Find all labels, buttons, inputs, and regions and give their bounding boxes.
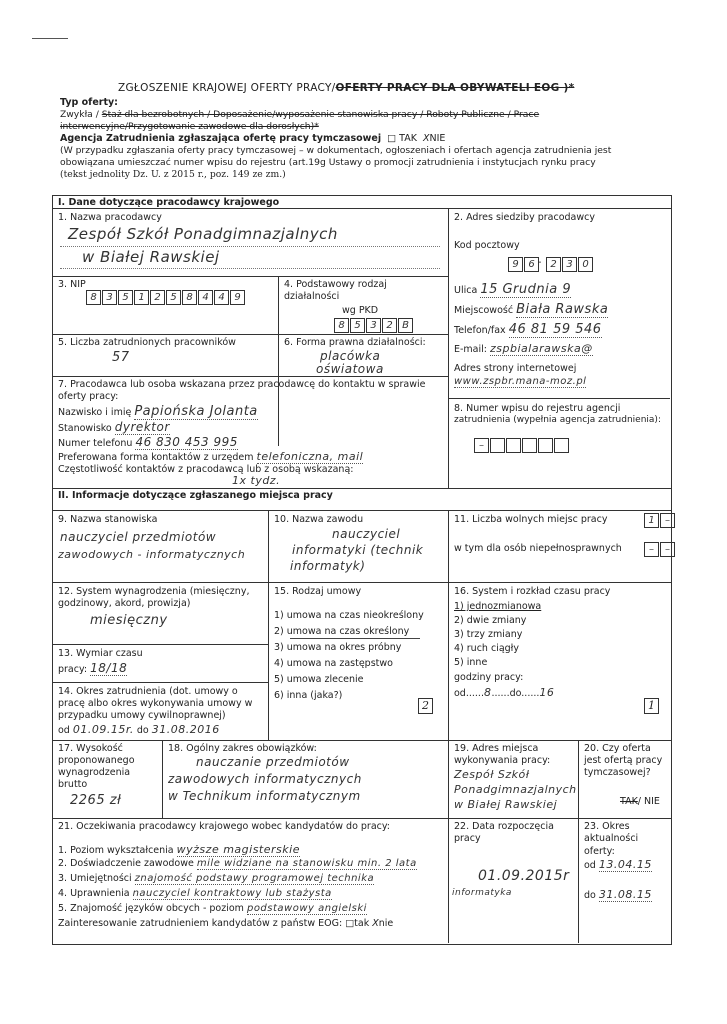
f16-item: 4) ruch ciągły [454,643,519,654]
pkd-digit: 8 [334,318,349,333]
f13-label-1: 13. Wymiar czasu [58,648,143,659]
postal-digit: 6 [524,257,539,272]
f16-item: 5) inne [454,657,488,668]
postal-digit: 0 [578,257,593,272]
f9-label: 9. Nazwa stanowiska [58,514,158,525]
nip-digit: 3 [102,290,117,305]
postal-digit: 3 [562,257,577,272]
f8-label-2: zatrudnienia (wypełnia agencja zatrudnienia): [454,415,661,425]
pkd-digit: 5 [350,318,365,333]
f11b-box: – [644,542,659,557]
www-value: www.zspbr.mana-moz.pl [454,376,587,387]
f21-eog-row: Zainteresowanie zatrudnieniem kandydatów z państw EOG: □tak Xnie [58,918,394,929]
f18-value-3: w Technikum informatycznym [168,789,361,803]
section2-title: II. Informacje dotyczące zgłaszanego miejsca pracy [58,490,333,501]
f23-label-1: 23. Okres [584,821,630,832]
corner-mark [32,38,68,39]
f8-box: – [474,438,489,453]
offer-type-line1: Zwykła / Staż dla bezrobotnych / Doposażenie/wyposażenie stanowiska pracy / Roboty Publiczne / Prace [60,109,540,120]
f1-value-2: w Białej Rawskiej [82,248,220,266]
f14-dates: od 01.09.15r. do 31.08.2016 [58,723,220,736]
f21-row: 3. Umiejętności znajomość podstawy programowej technika [58,873,375,884]
agency-note-2: obowiązana umieszczać numer wpisu do rejestru (art.19g Ustawy o promocji zatrudnienia i instytucjach rynku pracy [60,157,596,168]
f3-label: 3. NIP [58,279,86,290]
f16-hours: od......8......do......16 [454,686,555,699]
f5-value: 57 [112,350,130,365]
contact-freq-value: 1x tydz. [232,474,281,487]
nip-digit: 5 [166,290,181,305]
contact-phone-row: Numer telefonu 46 830 453 995 [58,435,238,449]
f17-value: 2265 zł [70,793,122,808]
postal-code-b [546,257,594,272]
f18-value-1: nauczanie przedmiotów [196,755,350,769]
f14-label-2: pracę albo okres wykonywania umowy w [58,698,253,709]
contact-form-row: Preferowana forma kontaktów z urzędem telefoniczna, mail [58,450,364,463]
offer-type-line2: interwencyjne/Przygotowanie zawodowe dla dorosłych)* [60,121,319,132]
f15-item: 1) umowa na czas nieokreślony [274,610,424,621]
f18-label: 18. Ogólny zakres obowiązków: [168,743,317,754]
f19-value-2: Ponadgimnazjalnych [454,783,577,796]
f11-box: 1 [644,513,659,528]
f14-label-3: przypadku umowy cywilnoprawnej) [58,710,226,721]
f19-value-3: w Białej Rawskiej [454,798,558,811]
postal-digit: 9 [508,257,523,272]
nip-digits [86,290,246,305]
f15-item: 5) umowa zlecenie [274,674,364,685]
postal-digit: 2 [546,257,561,272]
form-title: ZGŁOSZENIE KRAJOWEJ OFERTY PRACY/OFERTY PRACY DLA OBYWATELI EOG )* [118,82,575,94]
postal-code-a [508,257,540,272]
f8-label-1: 8. Numer wpisu do rejestru agencji [454,403,621,414]
postal-label: Kod pocztowy [454,240,520,251]
f11-label: 11. Liczba wolnych miejsc pracy [454,514,608,525]
section1-title: I. Dane dotyczące pracodawcy krajowego [58,197,280,208]
f5-label: 5. Liczba zatrudnionych pracowników [58,337,236,348]
f16-label: 16. System i rozkład czasu pracy [454,586,611,597]
f9-value-1: nauczyciel przedmiotów [60,530,217,544]
f15-item: 2) umowa na czas określony [274,626,410,637]
job-offer-form: ZGŁOSZENIE KRAJOWEJ OFERTY PRACY/OFERTY PRACY DLA OBYWATELI EOG )* Typ oferty: Zwykła / Staż dla bezrobotnych / Doposażenie/wyposażenie stanowiska pracy / Roboty Publiczne / Prace interwencyjne/Przygotowanie zawodowe dla dorosłych)* Agencja Zatrudnienia zgłaszająca ofertę pracy tymczasowej □ TAK XNIE (W przypadku zgłaszania oferty pracy tymczasowej – w dokumentach, ogłoszeniach i ofertach agencja zatrudnienia jest obowiązana umieszczać numer wpisu do rejestru (art.19g Ustawy o promocji zatrudnienia i instytucjach rynku pracy (tekst jednolity Dz. U. z 2015 r., poz. 149 ze zm.) I. Dane dotyczące pracodawcy krajowego 1. Nazwa pracodawcy Zespół Szkół Ponadgimnazjalnych w Białej Rawskiej 2. Adres siedziby pracodawcy Kod pocztowy 9 6 - 2 3 0 3. NIP 8 3 5 1 2 5 8 4 4 9 4. Podstawowy rodzaj działalności wg PKD 8 5 3 2 B Ulica 15 Grudnia 9 Miejscowość Biała Rawska Telefon/fax 46 81 59 546 E-mail: zspbialarawska@ Adres strony internetowej www.zspbr.mana-moz.pl 5. Liczba zatrudnionych pracowników 57 6. Forma prawna działalności: placówka oświatowa 7. Pracodawca lub osoba wskazana przez pracodawcę do kontaktu w sprawie oferty pracy: Nazwisko i imię Papiońska Jolanta Stanowisko dyrektor Numer telefonu 46 830 453 995 Preferowana forma kontaktów z urzędem telefoniczna, mail Częstotliwość kontaktów z pracodawcą lub z osobą wskazaną: 1x tydz. 8. Numer wpisu do rejestru agencji zatrudnienia (wypełnia agencja zatrudnienia): – II. Informacje dotyczące zgłaszanego miejsca pracy 9. Nazwa stanowiska nauczyciel przedmiotów zawodowych - informatycznych 10. Nazwa zawodu nauczyciel informatyki (technik informatyk) 11. Liczba wolnych miejsc pracy 1 – w tym dla osób niepełnosprawnych – – 12. System wynagrodzenia (miesięczny, godzinowy, akord, prowizja) miesięczny 13. Wymiar czasu pracy: 18/18 14. Okres zatrudnienia (dot. umowy o pracę albo okres wykonywania umowy w przypadku umowy cywilnoprawnej) od 01.09.15r. do 31.08.2016 15. Rodzaj umowy 1) umowa na czas nieokreślony 2) umowa na czas określony 3) umowa na okres próbny 4) umowa na zastępstwo 5) umowa zlecenie 6) inna (jaka?) 2 16. System i rozkład czasu pracy 1) jednozmianowa 2) dwie zmiany 3) trzy zmiany 4) ruch ciągły 5) inne godziny pracy: od......8......do......16 1 17. Wysokość proponowanego wynagrodzenia brutto 2265 zł 18. Ogólny zakres obowiązków: nauczanie przedmiotów zawodowych informatycznych w Technikum informatycznym 19. Adres miejsca wykonywania pracy: Zespół Szkół Ponadgimnazjalnych w Białej Rawskiej 20. Czy oferta jest ofertą pracy tymczasowej? TAK/ NIE 21. Oczekiwania pracodawcy krajowego wobec kandydatów do pracy: 1. Poziom wykształcenia wyższe magisterskie 2. Doświadczenie zawodowe mile widziane na stanowisku min. 2 lata 3. Umiejętności znajomość podstawy programowej technika 4. Uprawnienia nauczyciel kontraktowy lub stażysta 5. Znajomość języków obcych - poziom podstawowy angielski Zainteresowanie zatrudnieniem kandydatów z państw EOG: □tak Xnie 22. Data rozpoczęcia pracy 01.09.2015r informatyka 23. Okres aktualności oferty: od 13.04.15 do 31.08.15 [0,0,727,1024]
nip-digit: 5 [118,290,133,305]
f16-item: 1) jednozmianowa [454,601,542,612]
f20-label-1: 20. Czy oferta [584,743,651,754]
f20-answer: TAK/ NIE [620,796,660,807]
street-row: Ulica 15 Grudnia 9 [454,282,572,297]
f18-value-2: zawodowych informatycznych [168,772,362,786]
f21-row: 5. Znajomość języków obcych - poziom podstawowy angielski [58,903,367,914]
f15-item: 4) umowa na zastępstwo [274,658,393,669]
f4-label-1: 4. Podstawowy rodzaj [284,279,387,290]
f11b-label: w tym dla osób niepełnosprawnych [454,543,622,554]
f6-value-1: placówka [320,349,381,363]
f4-label-2: działalności [284,291,340,302]
pkd-digit: 2 [382,318,397,333]
f22-value-1: 01.09.2015r [478,868,570,884]
f15-choice-box: 2 [418,698,433,714]
pkd-digits [334,318,414,333]
f12-label-2: godzinowy, akord, prowizja) [58,598,191,609]
f16-item: 2) dwie zmiany [454,615,527,626]
f17-label-3: wynagrodzenia [58,767,131,778]
f11-boxes [644,513,676,528]
f16-hours-label: godziny pracy: [454,672,524,683]
pkd-digit: B [398,318,413,333]
f19-value-1: Zespół Szkół [454,768,530,781]
f12-value: miesięczny [90,613,168,628]
f9-value-2: zawodowych - informatycznych [58,548,246,561]
f10-value-2: informatyki (technik [292,543,424,557]
offer-type-label: Typ oferty: [60,97,118,108]
nip-digit: 8 [86,290,101,305]
f1-label: 1. Nazwa pracodawcy [58,212,162,223]
nip-digit: 1 [134,290,149,305]
f10-value-3: informatyk) [290,559,366,573]
f13-row: pracy: 18/18 [58,661,128,675]
f19-label-1: 19. Adres miejsca [454,743,539,754]
www-label: Adres strony internetowej [454,363,577,374]
f12-label-1: 12. System wynagrodzenia (miesięczny, [58,586,250,597]
contact-freq-label: Częstotliwość kontaktów z pracodawcą lub z osobą wskazaną: [58,464,354,475]
pkd-digit: 3 [366,318,381,333]
phone-row: Telefon/fax 46 81 59 546 [454,322,602,337]
f11b-boxes [644,542,676,557]
f7-label-2: oferty pracy: [58,391,119,402]
f20-label-2: jest ofertą pracy [584,755,663,766]
f15-item: 3) umowa na okres próbny [274,642,402,653]
f6-label: 6. Forma prawna działalności: [284,337,426,348]
f15-label: 15. Rodzaj umowy [274,586,362,597]
f16-item: 3) trzy zmiany [454,629,523,640]
f23-label-2: aktualności [584,833,639,844]
f11-box: – [660,513,675,528]
f1-value-1: Zespół Szkół Ponadgimnazjalnych [68,225,338,243]
city-row: Miejscowość Biała Rawska [454,302,609,317]
f7-label-1: 7. Pracodawca lub osoba wskazana przez pracodawcę do kontaktu w sprawie [58,379,426,390]
f8-box [522,438,537,453]
f10-value-1: nauczyciel [332,527,401,541]
f11b-box: – [660,542,675,557]
f19-label-2: wykonywania pracy: [454,755,551,766]
f8-box [490,438,505,453]
nip-digit: 2 [150,290,165,305]
f23-label-3: oferty: [584,846,615,857]
f4-label-3: wg PKD [342,305,379,316]
f23-to: do 31.08.15 [584,888,652,901]
email-row: E-mail: zspbialarawska@ [454,342,593,355]
f8-box [506,438,521,453]
f10-label: 10. Nazwa zawodu [274,514,364,525]
contact-name-row: Nazwisko i imię Papiońska Jolanta [58,404,258,419]
f22-label-2: pracy [454,833,481,844]
f16-choice-box: 1 [644,698,659,714]
f20-label-3: tymczasowej? [584,767,651,778]
f14-label-1: 14. Okres zatrudnienia (dot. umowy o [58,686,238,697]
f2-label: 2. Adres siedziby pracodawcy [454,212,595,223]
nip-digit: 4 [198,290,213,305]
f17-label-4: brutto [58,779,88,790]
f21-row: 1. Poziom wykształcenia wyższe magisterskie [58,843,300,856]
f8-box [554,438,569,453]
nip-digit: 9 [230,290,245,305]
f15-item: 6) inna (jaka?) [274,690,343,701]
contact-position-row: Stanowisko dyrektor [58,420,170,434]
f22-label-1: 22. Data rozpoczęcia [454,821,554,832]
f21-row: 2. Doświadczenie zawodowe mile widziane na stanowisku min. 2 lata [58,858,417,869]
agency-line: Agencja Zatrudnienia zgłaszająca ofertę pracy tymczasowej □ TAK XNIE [60,133,446,144]
f8-box [538,438,553,453]
f23-from: od 13.04.15 [584,858,652,871]
agency-note-3: (tekst jednolity Dz. U. z 2015 r., poz. 149 ze zm.) [60,169,286,180]
f21-row: 4. Uprawnienia nauczyciel kontraktowy lub stażysta [58,888,332,899]
f17-label-1: 17. Wysokość [58,743,123,754]
f17-label-2: proponowanego [58,755,135,766]
f8-boxes [474,438,570,453]
f6-value-2: oświatowa [316,362,384,376]
nip-digit: 4 [214,290,229,305]
agency-note-1: (W przypadku zgłaszania oferty pracy tymczasowej – w dokumentach, ogłoszeniach i ofertach agencja zatrudnienia jest [60,145,612,156]
nip-digit: 8 [182,290,197,305]
f21-label: 21. Oczekiwania pracodawcy krajowego wobec kandydatów do pracy: [58,821,391,832]
f22-value-2: informatyka [452,888,512,898]
